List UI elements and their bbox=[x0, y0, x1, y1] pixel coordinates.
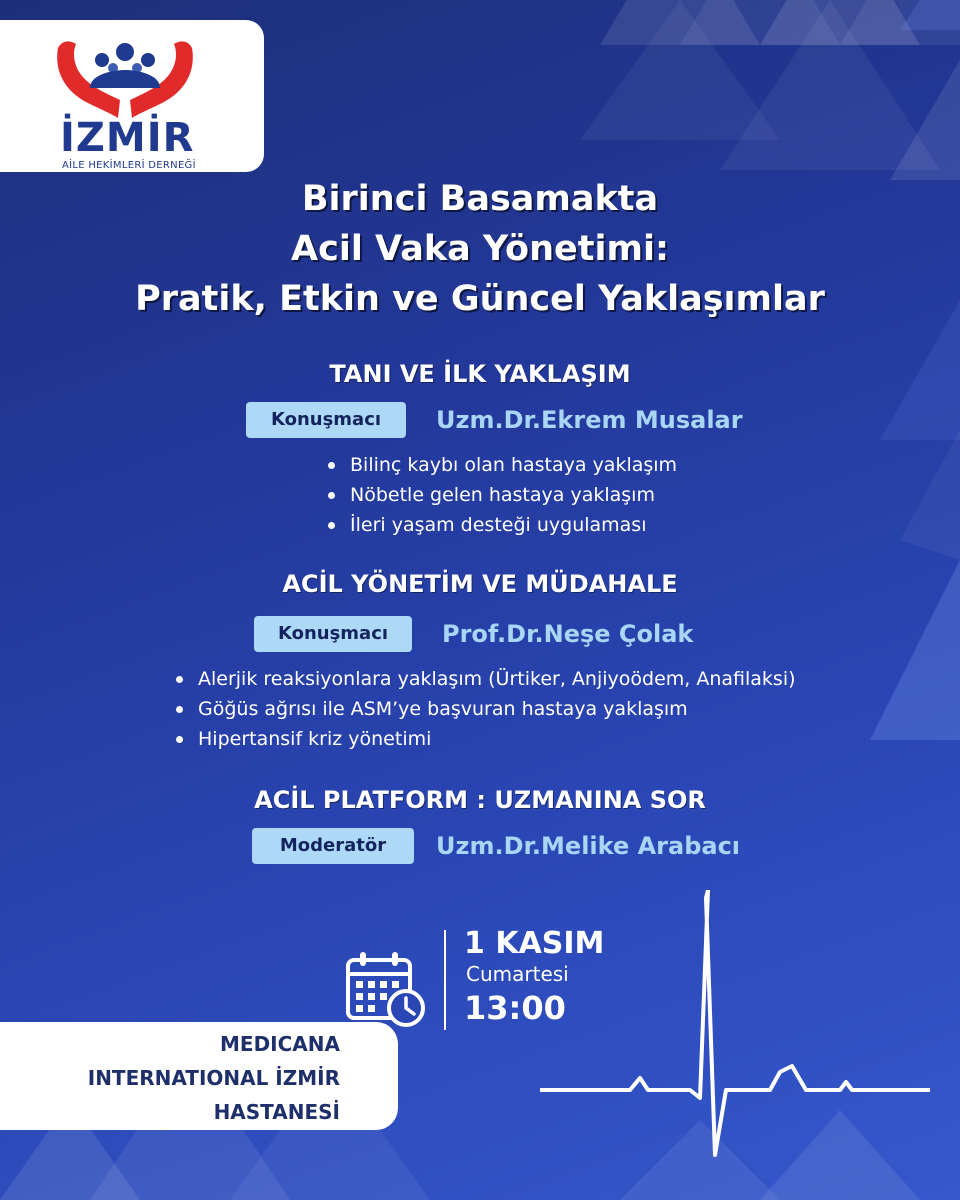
venue-card bbox=[0, 1022, 398, 1130]
ecg-heartbeat-icon bbox=[540, 890, 930, 1160]
event-date: 1 KASIM bbox=[464, 926, 605, 961]
section-heading-diagnosis: TANI VE İLK YAKLAŞIM bbox=[329, 360, 631, 388]
logo-wordmark: İZMİR bbox=[60, 115, 195, 161]
topic-list bbox=[174, 664, 796, 754]
venue-line-3: HASTANESİ bbox=[213, 1100, 340, 1124]
title-line-2: Acil Vaka Yönetimi: bbox=[291, 229, 669, 269]
list-item: Alerjik reaksiyonlara yaklaşım (Ürtiker, Anjiyoödem, Anafilaksi) bbox=[174, 664, 796, 694]
logo-subtitle: AİLE HEKİMLERİ DERNEĞİ bbox=[62, 160, 196, 171]
title-line-3: Pratik, Etkin ve Güncel Yaklaşımlar bbox=[135, 279, 825, 319]
speaker-role-badge: Konuşmacı bbox=[246, 402, 406, 438]
topic-list bbox=[326, 450, 677, 540]
list-item: İleri yaşam desteği uygulaması bbox=[326, 510, 677, 540]
speaker-role-badge: Konuşmacı bbox=[254, 616, 412, 652]
date-divider bbox=[444, 930, 446, 1030]
event-day: Cumartesi bbox=[466, 962, 569, 986]
section-heading-emergency: ACİL YÖNETİM VE MÜDAHALE bbox=[282, 570, 678, 598]
moderator-name: Uzm.Dr.Melike Arabacı bbox=[436, 832, 741, 860]
title-line-1: Birinci Basamakta bbox=[301, 179, 659, 219]
venue-line-2: INTERNATIONAL İZMİR bbox=[87, 1066, 340, 1090]
moderator-role-badge: Moderatör bbox=[252, 828, 414, 864]
list-item: Nöbetle gelen hastaya yaklaşım bbox=[326, 480, 677, 510]
speaker-name: Uzm.Dr.Ekrem Musalar bbox=[436, 406, 743, 434]
list-item: Bilinç kaybı olan hastaya yaklaşım bbox=[326, 450, 677, 480]
section-heading-platform: ACİL PLATFORM : UZMANINA SOR bbox=[254, 786, 706, 814]
event-time: 13:00 bbox=[464, 989, 566, 1027]
logo-card bbox=[0, 20, 264, 172]
venue-line-1: MEDICANA bbox=[220, 1032, 340, 1056]
list-item: Hipertansif kriz yönetimi bbox=[174, 724, 796, 754]
helping-hands-logo bbox=[50, 30, 200, 122]
list-item: Göğüs ağrısı ile ASM’ye başvuran hastaya yaklaşım bbox=[174, 694, 796, 724]
speaker-name: Prof.Dr.Neşe Çolak bbox=[442, 620, 694, 648]
calendar-clock-icon bbox=[344, 950, 428, 1030]
